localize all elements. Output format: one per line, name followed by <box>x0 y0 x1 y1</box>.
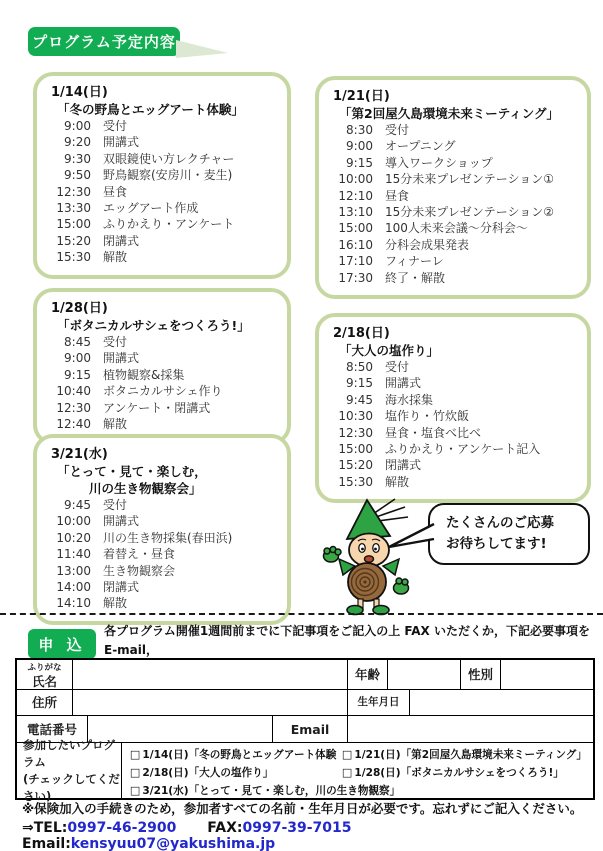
schedule-activity: 解散 <box>103 417 128 432</box>
program-checkbox-cell <box>121 743 593 798</box>
checkbox-label: 1/28(日)「ボタニカルサシェをつくろう!」 <box>354 767 564 779</box>
apply-instruction-line1: 各プログラム開催1週間前までに下記事項をご記入の上 FAX いただくか，下記必要事項を E-mail， <box>104 624 590 657</box>
program-box-0121 <box>315 76 591 299</box>
schedule-time: 9:30 <box>64 151 91 166</box>
program-title-line2: 川の生き物観察会」 <box>89 481 202 496</box>
schedule-row <box>51 134 275 150</box>
schedule-row <box>333 122 575 138</box>
page-title-banner <box>28 27 180 56</box>
program-select-label-cell <box>17 737 121 803</box>
schedule-activity: 15分未来プレゼンテーション① <box>385 172 555 187</box>
schedule-time: 9:15 <box>64 367 91 382</box>
tel-label: TEL: <box>33 820 68 836</box>
schedule-row <box>51 167 275 183</box>
schedule-row <box>51 400 275 416</box>
schedule-activity: 受付 <box>385 123 410 137</box>
program-title: 「とって・見て・楽しむ， <box>57 464 207 479</box>
program-date: 1/14(日) <box>51 85 108 100</box>
schedule-row <box>333 220 575 236</box>
schedule-row <box>333 441 575 457</box>
program-schedule <box>333 359 575 490</box>
schedule-row <box>51 595 275 611</box>
schedule-time: 10:00 <box>338 172 373 187</box>
schedule-activity: 生き物観察会 <box>103 563 176 578</box>
schedule-time: 15:20 <box>338 458 373 473</box>
schedule-time: 13:10 <box>338 205 373 220</box>
program-date: 2/18(日) <box>333 326 390 341</box>
banner-tail-decoration <box>176 38 228 58</box>
checkbox-option-0128[interactable] <box>342 765 587 781</box>
schedule-time: 15:20 <box>56 233 91 248</box>
schedule-activity: 開講式 <box>103 514 140 529</box>
email-address: kensyuu07@yakushima.jp <box>70 836 276 851</box>
program-box-0114 <box>33 72 291 279</box>
schedule-row <box>51 233 275 249</box>
schedule-activity: 導入ワークショップ <box>385 155 493 170</box>
schedule-time: 9:00 <box>64 119 91 133</box>
apply-badge <box>28 629 96 659</box>
schedule-activity: 受付 <box>103 335 128 349</box>
dashed-divider <box>0 613 603 615</box>
schedule-activity: ふりかえり・アンケート <box>103 217 235 232</box>
schedule-row <box>51 184 275 200</box>
schedule-row <box>51 334 275 350</box>
schedule-row <box>51 383 275 399</box>
schedule-time: 8:50 <box>346 360 373 374</box>
schedule-time: 10:20 <box>56 530 91 545</box>
schedule-time: 9:45 <box>346 392 373 407</box>
checkbox-label: 2/18(日)「大人の塩作り」 <box>142 767 274 779</box>
insurance-note: ※保険加入の手続きのため，参加者すべての名前・生年月日が必要です。忘れずにご記入ください。 <box>22 801 583 816</box>
program-date: 1/28(日) <box>51 301 108 316</box>
schedule-activity: 開講式 <box>385 376 422 391</box>
schedule-row <box>51 497 275 513</box>
schedule-row <box>333 155 575 171</box>
mascot-icon <box>315 496 423 616</box>
arrow-icon: ⇒ <box>22 820 34 836</box>
schedule-row <box>333 474 575 490</box>
schedule-time: 9:15 <box>346 155 373 170</box>
speech-bubble <box>428 503 590 565</box>
checkbox-option-0218[interactable] <box>130 765 342 781</box>
program-date: 3/21(水) <box>51 447 108 462</box>
gender-label: 性別 <box>460 660 500 689</box>
bubble-text-line2: お待ちしてます! <box>446 536 547 552</box>
schedule-activity: 分科会成果発表 <box>385 237 470 252</box>
schedule-time: 15:00 <box>338 221 373 236</box>
program-schedule <box>333 122 575 286</box>
schedule-row <box>333 359 575 375</box>
checkbox-option-0121[interactable] <box>342 747 587 763</box>
schedule-activity: 閉講式 <box>103 233 140 248</box>
schedule-activity: ふりかえり・アンケート記入 <box>385 442 541 457</box>
schedule-time: 9:00 <box>64 351 91 366</box>
name-field[interactable] <box>72 660 347 689</box>
birthdate-field[interactable] <box>409 690 593 715</box>
schedule-row <box>51 151 275 167</box>
schedule-row <box>51 249 275 265</box>
schedule-row <box>51 579 275 595</box>
mascot-illustration <box>315 496 423 616</box>
schedule-activity: 受付 <box>103 119 128 133</box>
program-title: 「第2回屋久島環境未来ミーティング」 <box>339 106 559 121</box>
schedule-activity: 海水採集 <box>385 392 434 407</box>
schedule-row <box>51 416 275 432</box>
schedule-activity: ボタニカルサシェ作り <box>103 384 223 399</box>
program-select-label-line2: (チェックしてください) <box>23 771 120 803</box>
program-schedule <box>51 497 275 612</box>
program-box-0218 <box>315 313 591 503</box>
schedule-activity: 昼食・塩食べ比べ <box>385 425 482 440</box>
schedule-activity: エッグアート作成 <box>103 201 199 216</box>
name-label: 氏名 <box>31 673 57 689</box>
schedule-row <box>333 425 575 441</box>
schedule-time: 16:10 <box>338 237 373 252</box>
schedule-activity: 解散 <box>385 474 410 489</box>
schedule-time: 8:45 <box>64 335 91 349</box>
schedule-activity: 双眼鏡使い方レクチャー <box>103 151 235 166</box>
schedule-time: 13:00 <box>56 563 91 578</box>
schedule-time: 9:20 <box>64 135 91 150</box>
program-title: 「ボタニカルサシェをつくろう!」 <box>57 318 250 333</box>
schedule-row <box>333 457 575 473</box>
schedule-time: 9:00 <box>346 139 373 154</box>
age-label: 年齢 <box>347 660 387 689</box>
schedule-activity: アンケート・閉講式 <box>103 400 211 415</box>
schedule-time: 17:30 <box>338 270 373 285</box>
program-title: 「大人の塩作り」 <box>339 343 440 358</box>
speech-bubble-tail <box>387 523 435 551</box>
schedule-row <box>51 118 275 134</box>
schedule-activity: 塩作り・竹炊飯 <box>385 409 470 424</box>
program-checkbox-list <box>130 747 587 799</box>
schedule-row <box>51 350 275 366</box>
schedule-time: 10:30 <box>338 409 373 424</box>
schedule-activity: フィナーレ <box>385 254 444 269</box>
schedule-activity: 開講式 <box>103 351 140 366</box>
schedule-activity: 受付 <box>103 498 128 512</box>
schedule-activity: 受付 <box>385 360 410 374</box>
schedule-activity: 昼食 <box>103 184 128 199</box>
program-date: 1/21(日) <box>333 89 390 104</box>
email-label: Email: <box>22 836 71 851</box>
age-field[interactable] <box>387 660 460 689</box>
program-title: 「冬の野鳥とエッグアート体験」 <box>57 102 244 117</box>
schedule-activity: 開講式 <box>103 135 140 150</box>
schedule-time: 15:30 <box>338 474 373 489</box>
schedule-time: 13:30 <box>56 201 91 216</box>
furigana-label: ふりがな <box>27 662 62 673</box>
schedule-time: 9:45 <box>64 498 91 512</box>
schedule-row <box>333 253 575 269</box>
schedule-activity: 100人未来会議〜分科会〜 <box>385 221 528 236</box>
program-schedule <box>51 334 275 432</box>
schedule-row <box>51 546 275 562</box>
checkbox-icon[interactable]: □ <box>129 784 141 797</box>
schedule-row <box>51 530 275 546</box>
schedule-time: 15:00 <box>56 217 91 232</box>
email-field[interactable] <box>347 716 593 742</box>
schedule-time: 15:00 <box>338 442 373 457</box>
schedule-time: 10:00 <box>56 514 91 529</box>
name-label-cell <box>17 660 72 689</box>
gender-field[interactable] <box>500 660 593 689</box>
contact-line <box>22 820 603 851</box>
schedule-row <box>333 237 575 253</box>
program-schedule <box>51 118 275 266</box>
schedule-row <box>51 200 275 216</box>
schedule-row <box>51 367 275 383</box>
checkbox-icon[interactable]: □ <box>341 748 353 761</box>
schedule-row <box>333 204 575 220</box>
fax-number: 0997-39-7015 <box>242 820 352 836</box>
tel-segment <box>22 820 176 836</box>
address-label: 住所 <box>31 695 57 710</box>
schedule-time: 14:10 <box>56 596 91 611</box>
schedule-activity: 閉講式 <box>385 458 422 473</box>
schedule-row <box>333 138 575 154</box>
checkbox-icon[interactable]: □ <box>129 766 141 779</box>
page-title: プログラム予定内容 <box>32 33 176 51</box>
schedule-row <box>333 188 575 204</box>
schedule-time: 12:40 <box>56 417 91 432</box>
schedule-row <box>333 392 575 408</box>
schedule-activity: 着替え・昼食 <box>103 547 176 562</box>
program-select-label-line1: 参加したいプログラム <box>23 737 115 769</box>
checkbox-option-0321[interactable] <box>130 783 587 799</box>
schedule-row <box>51 563 275 579</box>
schedule-time: 12:30 <box>56 184 91 199</box>
schedule-row <box>51 216 275 232</box>
checkbox-label: 1/21(日)「第2回屋久島環境未来ミーティング」 <box>354 749 587 761</box>
fax-label: FAX: <box>207 820 243 836</box>
tel-number: 0997-46-2900 <box>67 820 177 836</box>
program-box-0128 <box>33 288 291 445</box>
schedule-row <box>333 270 575 286</box>
email-label: Email <box>272 716 347 742</box>
schedule-row <box>333 408 575 424</box>
schedule-activity: 植物観察&採集 <box>103 367 185 382</box>
schedule-time: 12:30 <box>56 400 91 415</box>
schedule-time: 12:10 <box>338 188 373 203</box>
checkbox-icon[interactable]: □ <box>129 748 141 761</box>
schedule-row <box>333 171 575 187</box>
checkbox-label: 1/14(日)「冬の野鳥とエッグアート体験 <box>142 749 337 761</box>
schedule-activity: 川の生き物採集(春田浜) <box>103 530 233 545</box>
schedule-time: 14:00 <box>56 580 91 595</box>
schedule-activity: 解散 <box>103 250 128 265</box>
application-form-table <box>15 658 595 803</box>
schedule-time: 15:30 <box>56 250 91 265</box>
schedule-activity: 閉講式 <box>103 580 140 595</box>
schedule-activity: 昼食 <box>385 188 410 203</box>
schedule-activity: オープニング <box>385 139 456 154</box>
schedule-activity: 解散 <box>103 596 128 611</box>
schedule-time: 10:40 <box>56 384 91 399</box>
checkbox-option-0114[interactable] <box>130 747 342 763</box>
program-box-0321 <box>33 434 291 625</box>
address-field[interactable] <box>72 690 347 715</box>
schedule-time: 9:15 <box>346 376 373 391</box>
checkbox-icon[interactable]: □ <box>341 766 353 779</box>
schedule-activity: 終了・解散 <box>385 270 446 285</box>
email-segment <box>22 836 275 851</box>
schedule-row <box>51 513 275 529</box>
phone-label: 電話番号 <box>26 721 77 737</box>
checkbox-label: 3/21(水)「とって・見て・楽しむ，川の生き物観察」 <box>142 785 401 797</box>
schedule-time: 12:30 <box>338 425 373 440</box>
schedule-time: 9:50 <box>64 168 91 183</box>
schedule-time: 17:10 <box>338 254 373 269</box>
bubble-text-line1: たくさんのご応募 <box>446 515 554 531</box>
schedule-time: 11:40 <box>56 547 91 562</box>
apply-badge-label: 申 込 <box>38 635 86 654</box>
schedule-activity: 15分未来プレゼンテーション② <box>385 205 555 220</box>
schedule-activity: 野鳥観察(安房川・麦生) <box>103 168 233 183</box>
fax-segment <box>207 820 351 836</box>
schedule-time: 8:30 <box>346 123 373 137</box>
schedule-row <box>333 375 575 391</box>
birthdate-label: 生年月日 <box>347 690 409 715</box>
